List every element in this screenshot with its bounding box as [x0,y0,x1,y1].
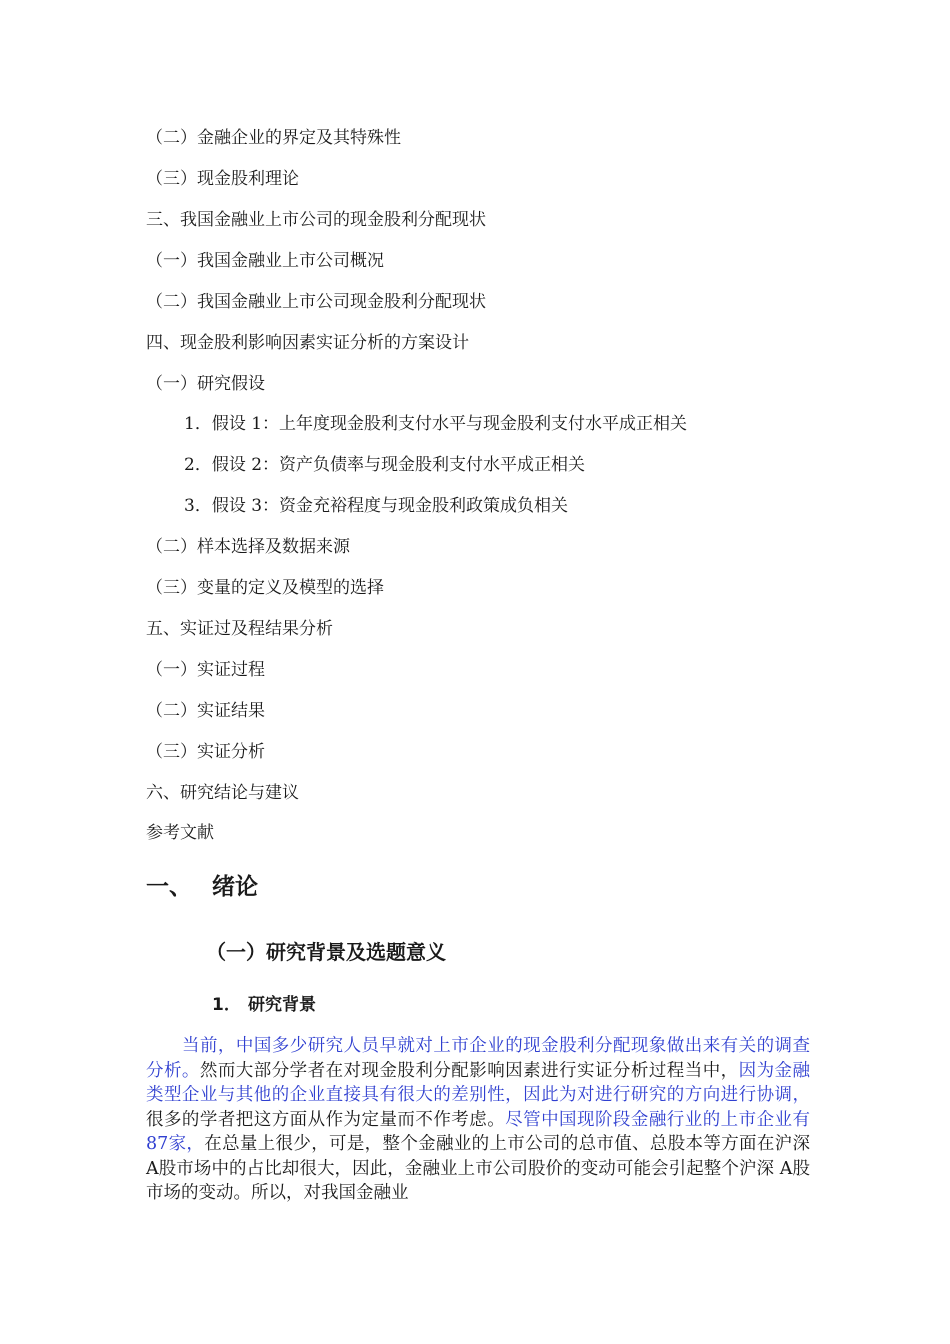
toc-item[interactable]: （二）金融企业的界定及其特殊性 [146,128,401,148]
toc-item[interactable]: （三）现金股利理论 [146,169,299,189]
toc-item[interactable]: 1．假设 1：上年度现金股利支付水平与现金股利支付水平成正相关 [184,414,688,434]
paragraph-text: 在总量上很少，可是，整个金融业的上市公司的总市值、总股本等方面在沪深 A股市场中的占比却很大，因此，金融业上市公司股价的变动可能会引起整个沪深 A股市场的变动。所以，对我国金融业 [146,1134,810,1203]
chapter-number: 一、 [146,874,192,900]
paragraph-text: 很多的学者把这方面从作为定量而不作考虑。 [146,1109,506,1130]
toc-item[interactable]: （二）实证结果 [146,701,265,721]
toc-item[interactable]: （二）我国金融业上市公司现金股利分配现状 [146,292,486,312]
subsection-number: 1． [212,995,241,1015]
highlighted-text: 尽管中国现阶段金融行业的上市企业有87家， [146,1109,811,1154]
section-heading [206,938,446,966]
highlighted-text: 当前，中国多少研究人员早就对上市企业的现金股利分配现象做出来有关的调查分析。 [146,1036,810,1081]
toc-item[interactable]: （三）变量的定义及模型的选择 [146,578,384,598]
toc-item[interactable]: 参考文献 [146,823,214,843]
toc-item[interactable]: 三、我国金融业上市公司的现金股利分配现状 [146,210,486,230]
section-title: （一）研究背景及选题意义 [206,940,446,964]
toc-item[interactable]: （二）样本选择及数据来源 [146,537,350,557]
subsection-heading [212,993,316,1017]
toc-item[interactable]: 六、研究结论与建议 [146,783,299,803]
chapter-title: 绪论 [212,874,258,900]
toc-item[interactable]: （一）我国金融业上市公司概况 [146,251,384,271]
highlighted-text: 因为金融类型企业与其他的企业直接具有很大的差别性，因此为对进行研究的方向进行协调， [146,1060,810,1105]
paragraph-text: 然而大部分学者在对现金股利分配影响因素进行实证分析过程当中， [199,1060,739,1081]
toc-item[interactable]: 2．假设 2：资产负债率与现金股利支付水平成正相关 [184,455,586,475]
toc-item[interactable]: 五、实证过及程结果分析 [146,619,333,639]
toc-item[interactable]: （三）实证分析 [146,742,265,762]
toc-item[interactable]: （一）实证过程 [146,660,265,680]
toc-item[interactable]: 四、现金股利影响因素实证分析的方案设计 [146,333,469,353]
chapter-heading [146,872,258,902]
toc-item[interactable]: （一）研究假设 [146,374,265,394]
toc-item[interactable]: 3．假设 3：资金充裕程度与现金股利政策成负相关 [184,496,569,516]
subsection-title: 研究背景 [248,995,316,1015]
body-paragraph [146,1034,810,1206]
